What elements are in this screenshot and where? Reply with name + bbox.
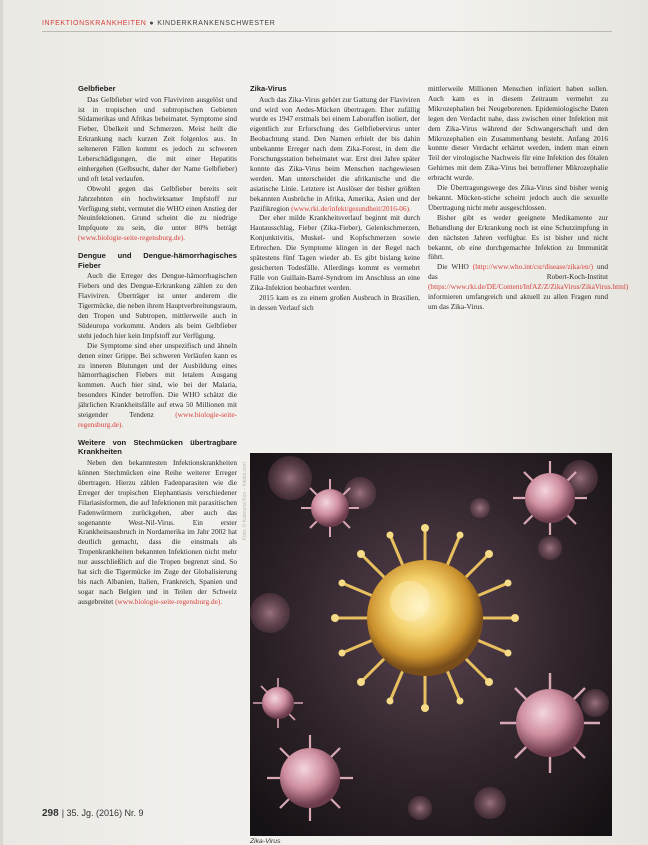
paragraph: Die Übertragungswege des Zika-Virus sind bisher wenig bekannt. Mücken-stiche scheint jedoch auch die sexuelle Übertragung nicht mehr ausgeschlossen. — [428, 183, 608, 212]
zika-virus-image — [250, 453, 612, 836]
heading-dengue: Dengue und Dengue-hämorrhagisches Fieber — [78, 251, 237, 270]
scan-binding-edge — [0, 0, 3, 845]
figure-caption: Zika-Virus — [250, 838, 281, 845]
paragraph: Obwohl gegen das Gelbfieber bereits seit Jahrzehnten ein hochwirksamer Impfstoff zur Verfügung steht, vermutet die WHO einen Anstieg der Neuinfektionen. Grund scheint die zu niedrige Impfquote zu sein, die unter 80% beträgt (www.biologie-seite-regensburg.de). — [78, 183, 237, 243]
paragraph: Bisher gibt es weder geeignete Medikamente zur Behandlung der Erkrankung noch ist eine Schutzimpfung in den nächsten Jahren verfügbar. Es ist bisher und nicht bekannt, ob eine durchgemachte Infektion zu Immunität führt. — [428, 212, 608, 262]
text-column-2 — [250, 84, 420, 313]
pink-virion-bottom-right — [500, 673, 600, 773]
issue-info: | 35. Jg. (2016) Nr. 9 — [61, 808, 144, 818]
who-link[interactable]: (http://www.who.int/csr/disease/zika/en/) — [472, 262, 594, 272]
heading-weitere: Weitere von Stechmücken übertragbare Krankheiten — [78, 437, 237, 457]
rki-link[interactable]: (https://www.rki.de/DE/Content/InfAZ/Z/ZikaVirus/ZikaVirus.html) — [428, 282, 629, 292]
text-column-1 — [78, 84, 237, 607]
header-rule — [42, 31, 612, 32]
header-category: INFEKTIONSKRANKHEITEN — [42, 20, 147, 27]
paragraph: Der eher milde Krankheitsverlauf beginnt mit durch Hautausschlag, Fieber (Zika-Fieber), Gelenkschmerzen, Konjunktivitis, Muskel- und Kopfschmerzen sowie Erbrechen. Die Symptome klingen in der Regel nach spätestens fünf Tagen wieder ab. Es gibt bislang keine gesicherten Todesfälle. Allerdings kommt es vermehrt Fälle von Guillain-Barré-Syndrom im Anschluss an eine Zika-Infektion beobachtet werden. — [250, 213, 420, 292]
paragraph: Die Symptome sind eher unspezifisch und ähneln denen einer Grippe. Bei schweren Verläufen kann es zu inneren Blutungen und der Ausbildung eines hämorrhagischen Fiebers mit letalem Ausgang kommen. Auch hier sind, wie bei der Malaria, besonders Kinder betroffen. Die WHO schätzt die jährlichen Krankheitsfälle auf etwa 50 Millionen mit steigender Tendenz (www.biologie-seite-regensburg.de). — [78, 340, 237, 429]
paragraph: mittlerweile Millionen Menschen infiziert haben sollen. Auch kam es in diesem Zeitraum vermehrt zu Mikrozephalien bei Neugeborenen. Epidemiologische Daten legen den Verdacht nahe, dass zwischen einer Infektion mit dem Zika-Virus während der Schwangerschaft und den Mikrozephalien ein Zusammenhang besteht. Anfang 2016 konnte dieser Verdacht erhärtet werden, indem man einen Teil der virologische Nachweis für eine Infektion des fötalen Gehirnes mit dem Zika-Virus bei betroffener Mikrozephalie erbracht wurde. — [428, 84, 608, 183]
photo-credit: Foto: © Kateryna Kon – fotolia.com — [242, 462, 248, 540]
heading-gelbfieber: Gelbfieber — [78, 84, 116, 93]
header-section: KINDERKRANKENSCHWESTER — [157, 20, 276, 27]
paragraph: Das Gelbfieber wird von Flaviviren ausgelöst und ist in tropischen und subtropischen Gebieten Südamerikas und Afrikas beheimatet. Symptome sind Fieber, Übelkeit und Schmerzen. Meist heilt die Erkrankung nach kurzen Zeit folgenlos aus. In selteneren Fällen kommt es jedoch zu schweren Leberschädigungen, die mit einer Hepatitis einhergehen (Gelbsucht, daher der Name Gelbfieber) und oft letal verlaufen. — [78, 94, 237, 183]
zika-virion-main — [331, 524, 519, 712]
paragraph: Auch die Erreger des Dengue-hämorrhagischen Fiebers und des Dengue-Erkrankung zählen zu den Flaviviren. Überträger ist unter anderem die Tigermücke, die neben ihrem Hauptverbreitungsraum, den Tropen und Subtropen, mittlerweile auch in Südeuropa vorkommt. Anders als beim Gelbfieber steht jedoch hier kein Impfstoff zur Verfügung. — [78, 271, 237, 340]
page-footer — [42, 808, 144, 819]
reference-link[interactable]: (www.biologie-seite-regensburg.de). — [78, 233, 185, 243]
running-header — [42, 20, 275, 27]
paragraph: Die WHO (http://www.who.int/csr/disease/zika/en/) und das Robert-Koch-Institut (https://www.rki.de/DE/Content/InfAZ/Z/ZikaVirus/ZikaVirus.html) informieren umfangreich und aktuell zu allen Fragen rund um das Zika-Virus. — [428, 262, 629, 311]
heading-zika: Zika-Virus — [250, 84, 287, 93]
paragraph: 2015 kam es zu einem großen Ausbruch in Brasilien, in dessen Verlauf sich — [250, 292, 420, 312]
paragraph: Auch das Zika-Virus gehört zur Gattung der Flaviviren und wird von Aedes-Mücken übertragen. Eher zufällig wurde es 1947 erstmals bei einem Laboraffen isoliert, der eigentlich zur Erforschung des Gelbfiebervirus unter Beobachtung stand. Den Namen erhielt der bis dahin unbekannte Erreger nach dem Zika-Forest, in dem die Forschungsstation beheimatet war. Erst drei Jahre später konnte das Zika-Virus beim Menschen nachgewiesen werden. Man unterscheidet die afrikanische und die asiatische Linie. Letztere ist Auslöser der bisher größten bekannten Ausbrüche in Afrika, Amerika, Asien und der Pazifikregion (www.rki.de/infekt/gesundheit/2016-06). — [250, 94, 420, 213]
reference-link[interactable]: (www.biologie-seite-regensburg.de). — [78, 410, 237, 429]
pink-virion-top-right — [513, 461, 587, 535]
header-separator: ● — [149, 20, 155, 27]
reference-link[interactable]: (www.biologie-seite-regensburg.de). — [115, 596, 223, 606]
paragraph: Neben den bekanntesten Infektionskrankheiten können Stechmücken eine Reihe weiterer Erreger übertragen. Hierzu zählen Fadenparasiten wie die Erreger der tropischen Elephantiasis verschiedener Filariasisformen, die auf Infektionen mit parasitischen Fadenwürmern zurückgehen, aber auch das sogenannte West-Nil-Virus. Ein erster Krankheitsausbruch in Nordamerika im Jahr 2002 hat deutlich gemacht, dass die einstmals als Tropenkrankheiten bekannten Infektionen nicht mehr nur ausschließlich auf die Tropen begrenzt sind. So hat sich die Tigermücke im Zuge der Globalisierung bis nach Albanien, Italien, Frankreich, Spanien und sogar nach Belgien und in Teilen der Schweiz ausgebreitet (www.biologie-seite-regensburg.de). — [78, 458, 237, 606]
text-column-3 — [428, 84, 629, 312]
virus-illustration — [250, 453, 612, 836]
page-number: 298 — [42, 808, 59, 819]
reference-link[interactable]: (www.rki.de/infekt/gesundheit/2016-06). — [291, 203, 411, 213]
